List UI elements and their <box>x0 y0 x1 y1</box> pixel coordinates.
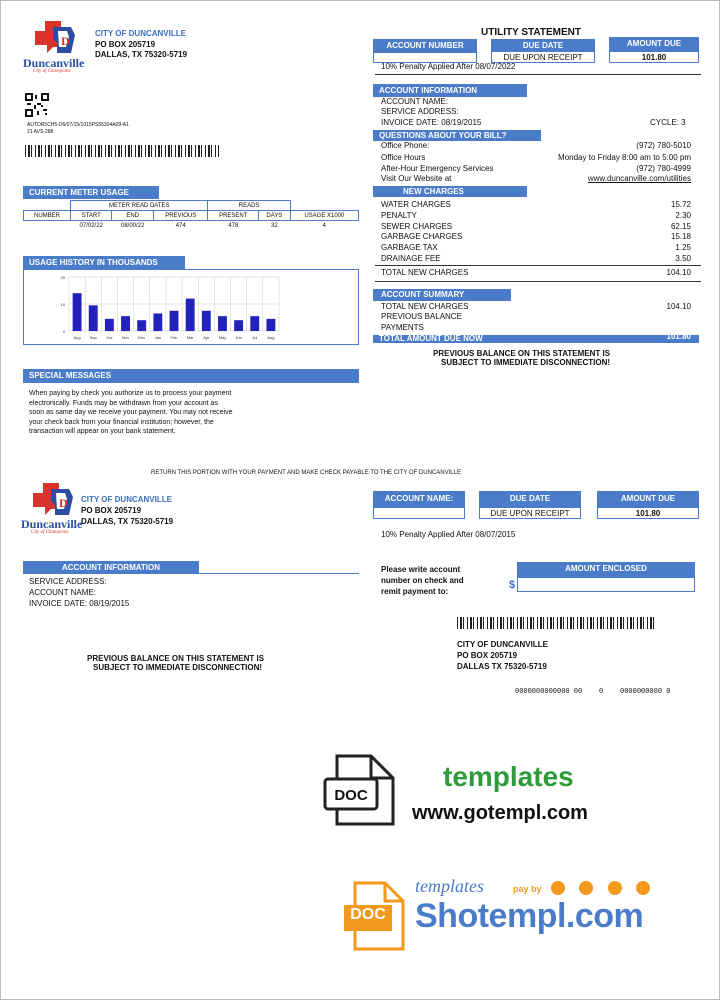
service-address-label: SERVICE ADDRESS: <box>381 107 459 116</box>
svg-text:D: D <box>59 496 68 510</box>
office-phone-value: (972) 780-5010 <box>636 141 691 150</box>
charge-label: DRAINAGE FEE <box>381 254 441 263</box>
meter-table <box>23 200 359 230</box>
total-due-value: 101.80 <box>666 333 691 341</box>
chart-bar <box>250 316 259 331</box>
chart-bar <box>89 305 98 331</box>
usage-history-chart <box>49 273 285 343</box>
remit-name: CITY OF DUNCANVILLE <box>457 640 548 649</box>
tear-line-text: RETURN THIS PORTION WITH YOUR PAYMENT AND MAKE CHECK PAYABLE TO THE CITY OF DUNCANVILLE <box>151 470 461 474</box>
chart-y-tick: 0 <box>62 329 65 334</box>
meter-cell: 4 <box>322 222 327 229</box>
special-message-line: When paying by check you authorize us to process your payment <box>29 390 232 397</box>
emergency-label: After-Hour Emergency Services <box>381 164 494 173</box>
due-date-header: DUE DATE <box>491 39 595 52</box>
special-message-line: electronically. Funds may be withdrawn from your account as <box>29 399 218 407</box>
shotempl-templates-tag: templates <box>415 876 484 896</box>
special-message-line: soon as same day we receive your payment. You may not receive <box>29 409 233 416</box>
barcode-text-1: AUTOR5CH5-D6/07/15/1015PS55304A09-A1 <box>27 122 129 128</box>
chart-x-tick: Aug <box>267 335 275 340</box>
charge-value: 1.25 <box>675 243 691 253</box>
remit-line-1: Please write account <box>381 565 461 574</box>
card-icon <box>551 881 565 895</box>
chart-bar <box>105 319 114 331</box>
chart-x-tick: Aug <box>73 335 81 340</box>
special-message-line: your check back from your financial institution; however, the <box>29 418 214 426</box>
duncanville-logo-icon-stub <box>29 481 75 521</box>
remit-address-2: DALLAS TX 75320-5719 <box>457 662 547 671</box>
company-address-1: PO BOX 205719 <box>95 40 156 49</box>
watermark-url[interactable]: www.gotempl.com <box>412 802 588 824</box>
dollar-sign: $ <box>509 579 516 591</box>
chart-x-tick: Jul <box>252 335 258 340</box>
previous-balance-label: PREVIOUS BALANCE <box>381 312 462 321</box>
qr-code-icon <box>25 93 49 117</box>
charge-label: GARBAGE TAX <box>381 243 438 253</box>
chart-bar <box>186 299 195 331</box>
office-phone-label: Office Phone: <box>381 141 430 150</box>
meter-cell: 08/00/22 <box>121 222 145 229</box>
meter-cell: 474 <box>175 222 186 229</box>
meter-column-header: PRESENT <box>208 211 259 221</box>
account-summary-header: ACCOUNT SUMMARY <box>373 289 511 301</box>
charge-label: GARBAGE CHARGES <box>381 232 463 242</box>
stub-account-name-header: ACCOUNT NAME: <box>373 491 465 507</box>
total-due-bar <box>373 335 699 343</box>
questions-header: QUESTIONS ABOUT YOUR BILL? <box>373 130 541 141</box>
statement-rule <box>375 74 701 75</box>
total-new-charges-label: TOTAL NEW CHARGES <box>381 268 469 277</box>
office-hours-value: Monday to Friday 8:00 am to 5:00 pm <box>558 153 691 162</box>
logo-wordmark-stub: Duncanville <box>21 517 83 531</box>
charge-value: 15.18 <box>670 232 691 242</box>
chart-x-tick: Oct <box>106 335 113 340</box>
logo-tagline-stub: City of Champions <box>31 530 69 535</box>
amount-enclosed-header: AMOUNT ENCLOSED <box>517 562 695 578</box>
stub-company-address-2: DALLAS, TX 75320-5719 <box>81 517 174 526</box>
charge-value: 2.30 <box>675 210 691 220</box>
chart-bar <box>266 319 275 331</box>
amount-due-header: AMOUNT DUE <box>609 37 699 51</box>
chart-x-tick: Jan <box>154 335 162 340</box>
payments-label: PAYMENTS <box>381 323 424 332</box>
stub-account-name-box[interactable] <box>373 507 465 519</box>
meter-column-header: USAGE X1000 <box>290 211 358 221</box>
charges-rule-2 <box>375 281 701 282</box>
chart-x-tick: Nov <box>121 335 130 340</box>
total-new-charges-value: 104.10 <box>666 268 691 277</box>
shotempl-url[interactable] <box>415 897 643 936</box>
chart-x-tick: Apr <box>203 335 210 340</box>
doc-label: DOC <box>334 787 368 804</box>
due-date-value: DUE UPON RECEIPT <box>491 51 595 63</box>
account-number-header: ACCOUNT NUMBER <box>373 39 477 52</box>
new-charges-header: NEW CHARGES <box>373 186 527 197</box>
meter-cell <box>24 221 71 231</box>
chart-bar <box>137 320 146 331</box>
charge-value: 15.72 <box>670 200 691 209</box>
account-info-header: ACCOUNT INFORMATION <box>373 84 527 97</box>
special-message-line: transaction will appear on your bank statement. <box>29 428 176 435</box>
website-link[interactable]: www.duncanville.com/utilities <box>587 174 691 183</box>
stub-disconnect-notice-1: PREVIOUS BALANCE ON THIS STATEMENT IS <box>87 654 265 663</box>
pay-by-label: pay by <box>513 884 542 894</box>
chart-x-tick: Dec <box>138 335 146 340</box>
company-address-2: DALLAS, TX 75320-5719 <box>95 50 188 59</box>
charge-value: 62.15 <box>670 221 691 231</box>
meter-group-dates: METER READ DATES <box>71 201 208 211</box>
stub-company-address-1: PO BOX 205719 <box>81 506 142 515</box>
statement-title: UTILITY STATEMENT <box>481 27 581 38</box>
stub-disconnect-notice-2: SUBJECT TO IMMEDIATE DISCONNECTION! <box>93 663 263 672</box>
meter-spacer <box>24 201 71 211</box>
stub-due-date-value: DUE UPON RECEIPT <box>479 507 581 519</box>
barcode-icon <box>25 145 219 157</box>
doc-label-orange: DOC <box>350 906 386 923</box>
logo-wordmark: Duncanville <box>23 56 85 70</box>
charge-label: WATER CHARGES <box>381 200 451 209</box>
company-name: CITY OF DUNCANVILLE <box>95 29 186 38</box>
stub-amount-due-value: 101.80 <box>597 507 699 519</box>
remit-address-1: PO BOX 205719 <box>457 651 518 660</box>
meter-column-header: NUMBER <box>24 211 71 221</box>
disconnect-notice-1: PREVIOUS BALANCE ON THIS STATEMENT IS <box>433 349 611 358</box>
meter-cell: 07/02/22 <box>79 222 103 229</box>
watermark-templates: templates <box>443 761 574 792</box>
meter-column-header: DAYS <box>259 211 291 221</box>
scan-line: 0000000000000 00 0 0000000000 0 <box>515 688 671 696</box>
summary-new-charges-label: TOTAL NEW CHARGES <box>381 302 469 311</box>
total-due-label: TOTAL AMOUNT DUE NOW <box>379 335 483 343</box>
charge-value: 3.50 <box>675 254 691 263</box>
chart-y-tick: 10 <box>60 302 65 307</box>
stub-amount-due-header: AMOUNT DUE <box>597 491 699 507</box>
account-name-label: ACCOUNT NAME: <box>381 97 448 106</box>
disconnect-notice-2: SUBJECT TO IMMEDIATE DISCONNECTION! <box>441 358 611 367</box>
usage-history-header: USAGE HISTORY IN THOUSANDS <box>23 256 185 269</box>
chart-x-tick: May <box>218 335 227 340</box>
summary-new-charges-value: 104.10 <box>666 302 691 311</box>
amount-due-value: 101.80 <box>609 51 699 63</box>
chart-y-tick: 20 <box>60 275 65 280</box>
website-label: Visit Our Website at <box>381 174 452 183</box>
meter-row <box>24 221 359 231</box>
emergency-value: (972) 780-4999 <box>636 164 691 173</box>
chart-x-tick: Mar <box>186 335 194 340</box>
meter-columns <box>24 211 359 221</box>
chart-x-tick: Feb <box>170 335 178 340</box>
penalty-note: 10% Penalty Applied After 08/07/2022 <box>381 62 516 71</box>
invoice-date-label: INVOICE DATE: 08/19/2015 <box>381 118 482 127</box>
barcode-text-2: 21 AVS-288 <box>27 129 54 135</box>
bitcoin-icon <box>608 881 622 895</box>
charge-label: PENALTY <box>381 210 417 220</box>
chart-bar <box>121 316 130 331</box>
meter-header: CURRENT METER USAGE <box>23 186 159 199</box>
chart-x-tick: Sep <box>89 335 97 340</box>
stub-barcode-icon <box>457 617 657 629</box>
charges-rule <box>375 265 701 266</box>
remit-line-2: number on check and <box>381 576 464 585</box>
charge-label: SEWER CHARGES <box>381 221 453 231</box>
stub-due-date-header: DUE DATE <box>479 491 581 507</box>
chart-bar <box>153 313 162 331</box>
chart-bar <box>218 316 227 331</box>
chart-bar <box>170 311 179 331</box>
stub-account-name-label: ACCOUNT NAME: <box>29 588 96 597</box>
chart-bar <box>73 293 82 331</box>
coin-icon <box>579 881 593 895</box>
chart-bar <box>202 311 211 331</box>
stub-penalty-note: 10% Penalty Applied After 08/07/2015 <box>381 530 516 539</box>
meter-spacer-2 <box>290 201 358 211</box>
special-message-text <box>29 389 233 437</box>
meter-column-header: PREVIOUS <box>153 211 208 221</box>
stub-account-info-header: ACCOUNT INFORMATION <box>23 561 199 574</box>
cycle-value: CYCLE: 3 <box>650 118 686 127</box>
meter-cell: 478 <box>228 222 239 229</box>
logo-tagline: City of Champions <box>33 69 71 74</box>
stub-account-rule <box>23 573 359 574</box>
duncanville-logo-icon <box>31 19 77 59</box>
meter-group-reads: READS <box>208 201 290 211</box>
remit-line-3: remit payment to: <box>381 587 449 596</box>
office-hours-label: Office Hours <box>381 153 426 162</box>
meter-column-header: START <box>71 211 112 221</box>
chart-x-tick: Jun <box>235 335 242 340</box>
meter-column-header: END <box>112 211 153 221</box>
svg-text:D: D <box>61 34 70 48</box>
meter-cell: 32 <box>271 222 278 229</box>
shotempl-url-text: Shotempl.com <box>415 897 644 935</box>
special-messages-header: SPECIAL MESSAGES <box>23 369 359 383</box>
stub-company-name: CITY OF DUNCANVILLE <box>81 495 172 504</box>
amount-enclosed-input[interactable] <box>517 578 695 592</box>
stub-invoice-date-label: INVOICE DATE: 08/19/2015 <box>29 599 130 608</box>
stub-service-address-label: SERVICE ADDRESS: <box>29 577 107 586</box>
chart-bar <box>234 320 243 331</box>
paypal-icon <box>636 881 650 895</box>
